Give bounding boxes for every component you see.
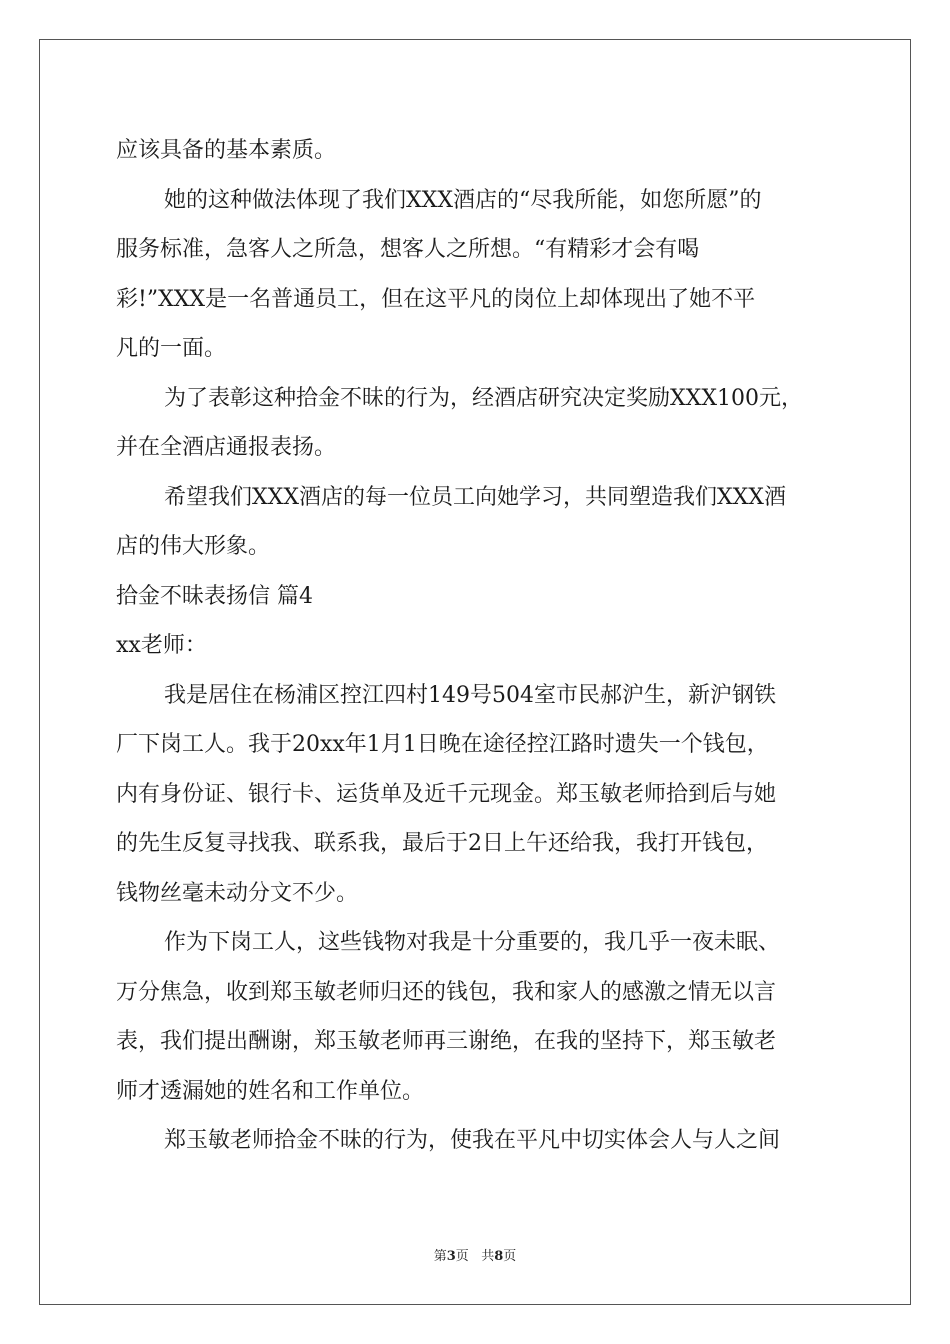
page-footer bbox=[0, 1245, 950, 1264]
text-line: 作为下岗工人，这些钱物对我是十分重要的，我几乎一夜未眠、 bbox=[164, 930, 781, 955]
text-line: 她的这种做法体现了我们XXX酒店的“尽我所能，如您所愿”的 bbox=[164, 187, 762, 213]
text-line: 钱物丝毫未动分文不少。 bbox=[116, 880, 359, 906]
page-total: 8 bbox=[494, 1249, 504, 1264]
text-line: 并在全酒店通报表扬。 bbox=[116, 435, 337, 460]
letter-salutation: xx老师： bbox=[116, 633, 207, 658]
text-line: 应该具备的基本素质。 bbox=[116, 138, 337, 163]
text-line: 的先生反复寻找我、联系我，最后于2日上午还给我，我打开钱包， bbox=[116, 831, 768, 856]
text-line: 为了表彰这种拾金不昧的行为，经酒店研究决定奖励XXX100元， bbox=[164, 385, 803, 411]
text-line: 郑玉敏老师拾金不昧的行为，使我在平凡中切实体会人与人之间 bbox=[164, 1128, 781, 1153]
text-line: 厂下岗工人。我于20xx年1月1日晚在途径控江路时遗失一个钱包， bbox=[116, 732, 769, 757]
page-current: 3 bbox=[446, 1249, 456, 1264]
text-line: 服务标准，急客人之所急，想客人之所想。“有精彩才会有喝 bbox=[116, 237, 700, 262]
text-line: 凡的一面。 bbox=[116, 336, 227, 361]
document-body bbox=[116, 126, 836, 1166]
text-line: 内有身份证、银行卡、运货单及近千元现金。郑玉敏老师拾到后与她 bbox=[116, 781, 777, 807]
text-line: 万分焦急，收到郑玉敏老师归还的钱包，我和家人的感激之情无以言 bbox=[116, 979, 777, 1005]
text-line: 师才透漏她的姓名和工作单位。 bbox=[116, 1078, 425, 1104]
section-heading: 拾金不昧表扬信 篇4 bbox=[116, 583, 313, 609]
text-line: 我是居住在杨浦区控江四村149号504室市民郝沪生，新沪钢铁 bbox=[164, 682, 776, 708]
text-line: 表，我们提出酬谢，郑玉敏老师再三谢绝，在我的坚持下，郑玉敏老 bbox=[116, 1029, 777, 1054]
text-line: 希望我们XXX酒店的每一位员工向她学习，共同塑造我们XXX酒 bbox=[164, 484, 786, 510]
page-prefix: 第 bbox=[433, 1249, 447, 1264]
page-unit: 页 bbox=[455, 1249, 469, 1264]
text-line: 店的伟大形象。 bbox=[116, 534, 271, 559]
text-line: 彩!”XXX是一名普通员工，但在这平凡的岗位上却体现出了她不平 bbox=[116, 286, 756, 312]
total-unit: 页 bbox=[503, 1249, 517, 1264]
total-prefix: 共 bbox=[481, 1249, 495, 1264]
